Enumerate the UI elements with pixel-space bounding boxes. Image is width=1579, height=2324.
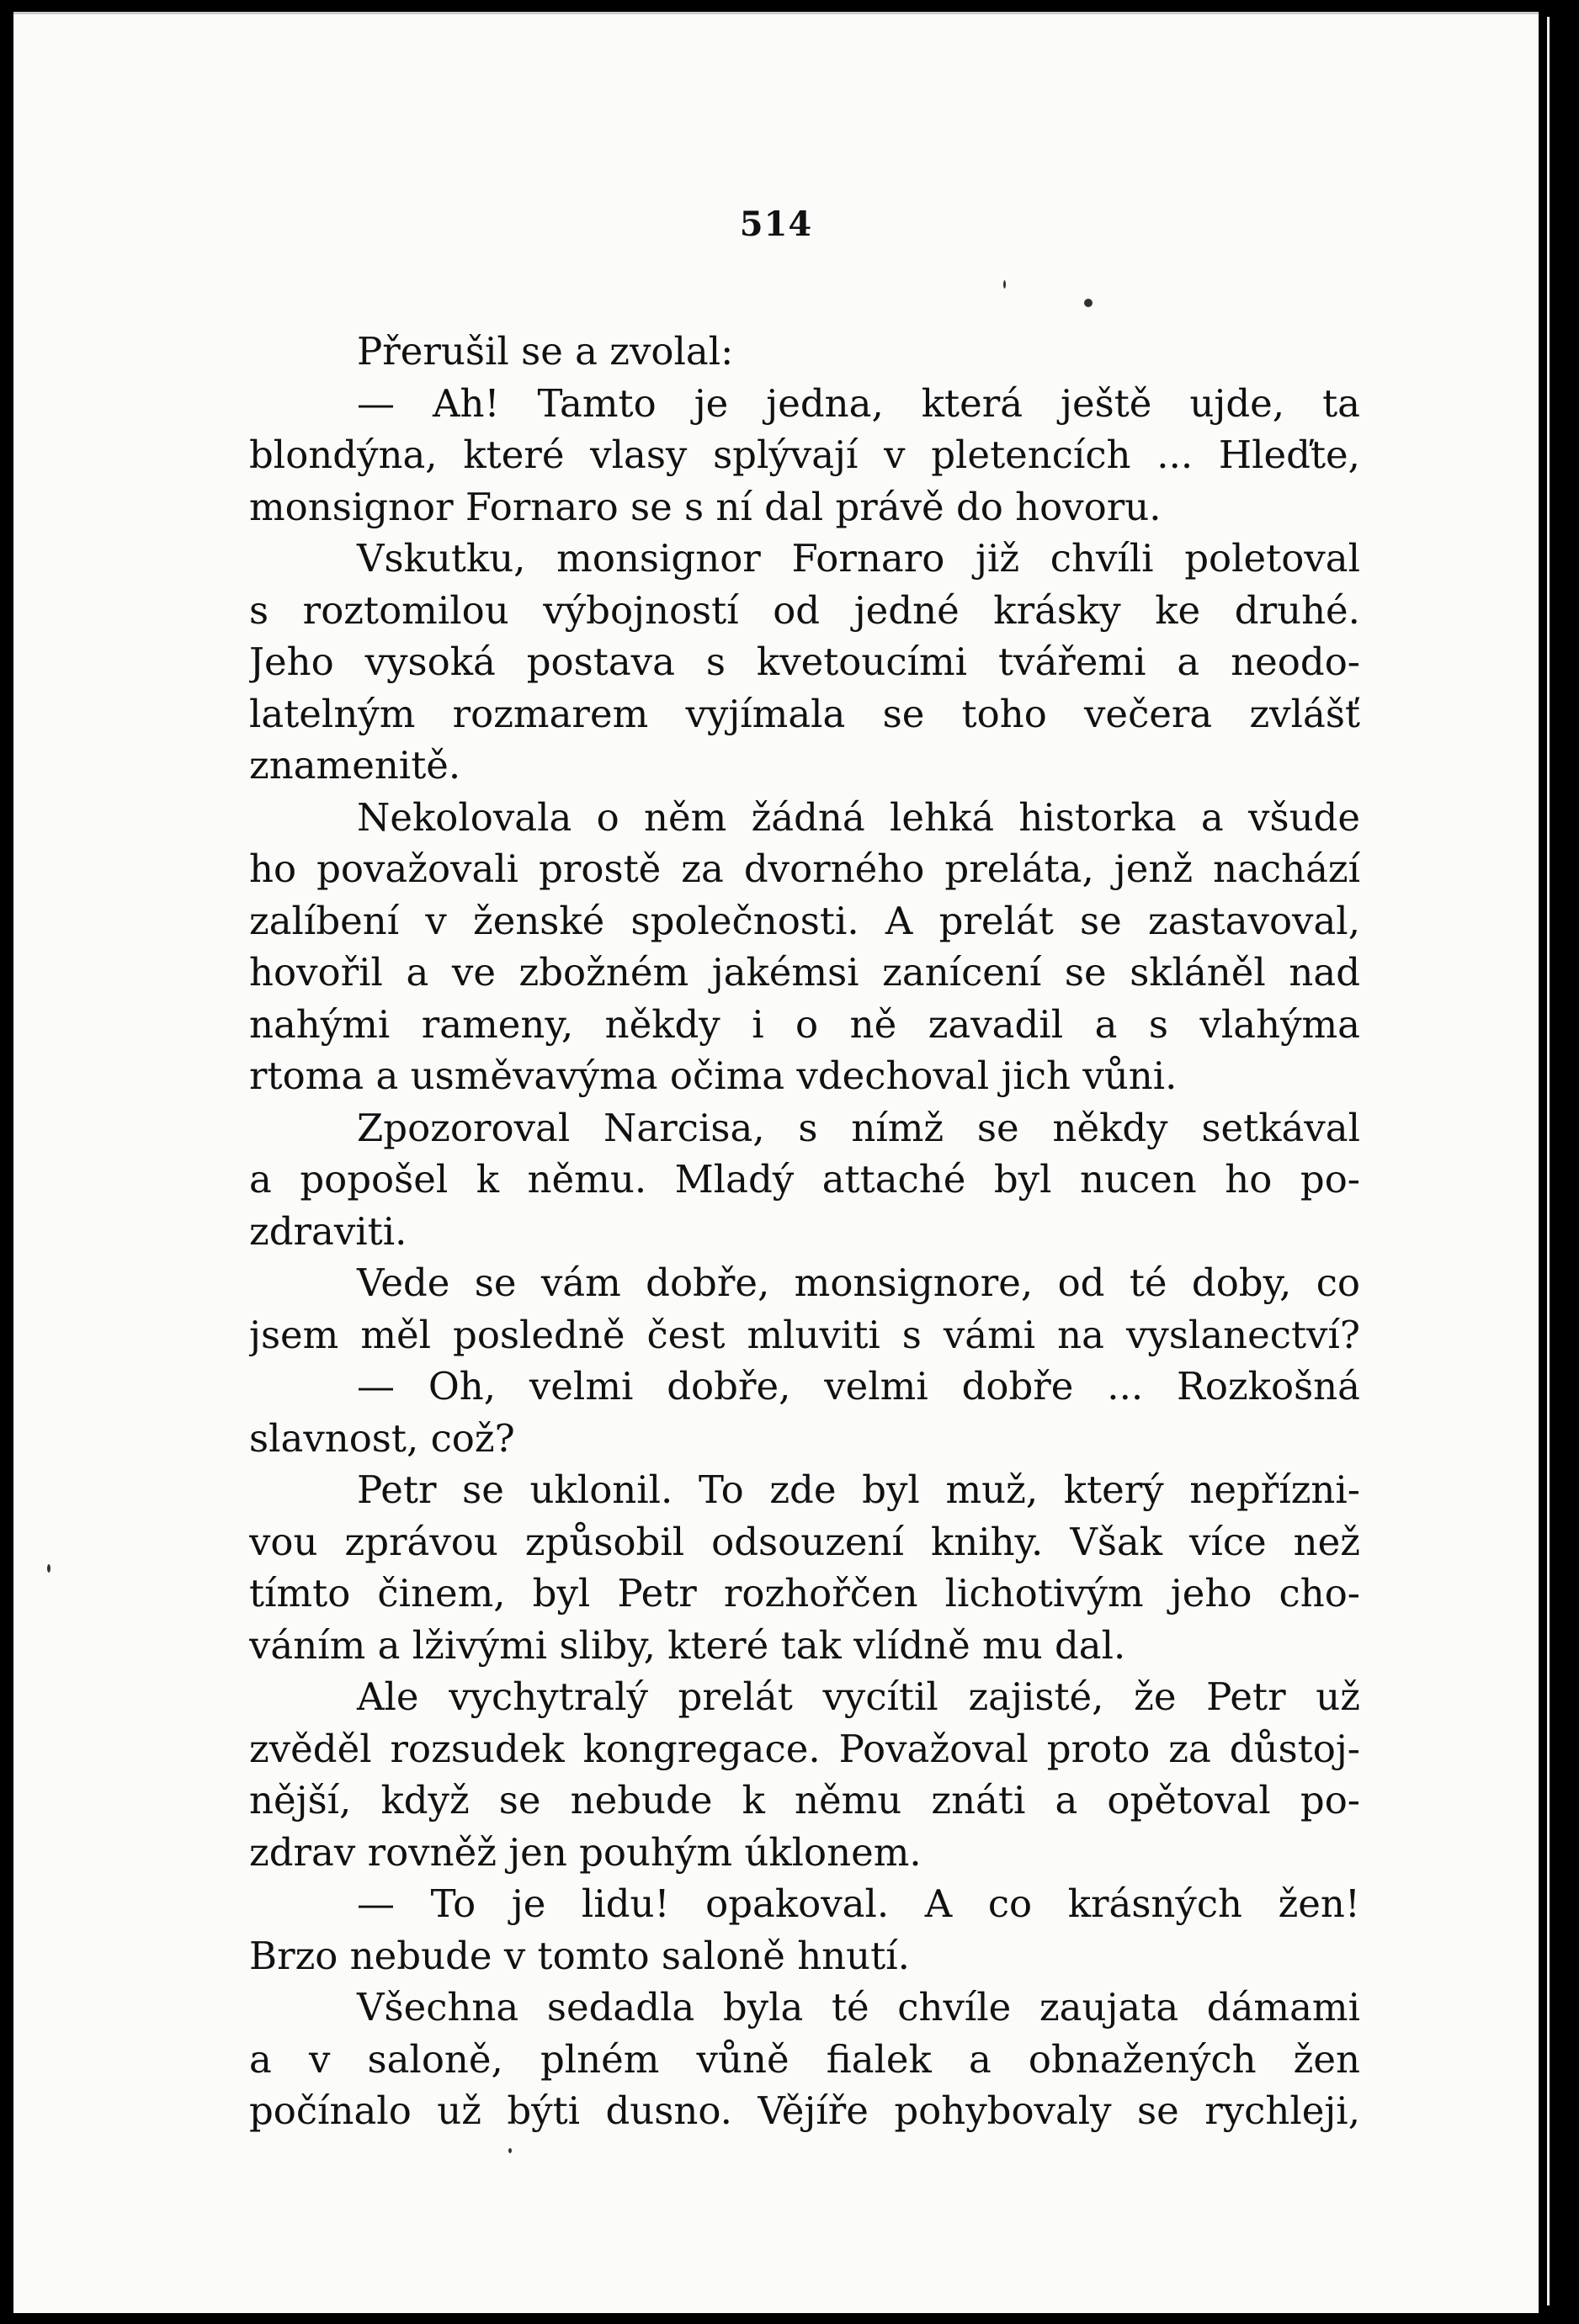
text-line: — To je lidu! opakoval. A co krásných žen! — [357, 1881, 1360, 1926]
text-line: — Ah! Tamto je jedna, která ještě ujde, ta — [357, 380, 1360, 426]
text-line: — Oh, velmi dobře, velmi dobře ... Rozkošná — [357, 1364, 1360, 1409]
text-line: Ale vychytralý prelát vycítil zajisté, že Petr už — [357, 1674, 1360, 1719]
text-line: zvěděl rozsudek kongregace. Považoval proto za důstoj- — [249, 1726, 1360, 1771]
text-line: zdrav rovněž jen pouhým úklonem. — [249, 1829, 922, 1875]
text-line: zdraviti. — [249, 1208, 407, 1254]
paper-speck — [1003, 280, 1006, 289]
text-line: ho považovali prostě za dvorného preláta, jenž nachází — [249, 846, 1360, 891]
text-line: latelným rozmarem vyjímala se toho večera zvlášť — [249, 691, 1360, 736]
text-line: nahými rameny, někdy i o ně zavadil a s vlahýma — [249, 1001, 1360, 1047]
text-line: znamenitě. — [249, 743, 461, 788]
text-line: jsem měl posledně čest mluviti s vámi na vyslanectví? — [249, 1312, 1360, 1357]
text-line: Jeho vysoká postava s kvetoucími tvářemi a neodo- — [249, 639, 1360, 684]
text-line: s roztomilou výbojností od jedné krásky ke druhé. — [249, 587, 1360, 633]
text-line: Petr se uklonil. To zde byl muž, který nepřízni- — [357, 1467, 1360, 1512]
text-line: váním a lživými sliby, které tak vlídně mu dal. — [249, 1622, 1126, 1668]
text-line: nější, když se nebude k němu znáti a opětoval po- — [249, 1778, 1360, 1823]
paper-speck — [508, 2148, 512, 2153]
paper-speck — [47, 1564, 51, 1573]
text-line: rtoma a usměvavýma očima vdechoval jich vůni. — [249, 1053, 1178, 1098]
text-line: monsignor Fornaro se s ní dal právě do hovoru. — [249, 484, 1162, 529]
text-line: Všechna sedadla byla té chvíle zaujata dámami — [357, 1985, 1360, 2030]
text-line: Vede se vám dobře, monsignore, od té doby, co — [357, 1260, 1360, 1305]
text-line: a v saloně, plném vůně fialek a obnažených žen — [249, 2036, 1360, 2082]
text-line: Přerušil se a zvolal: — [357, 329, 734, 374]
text-line: zalíbení v ženské společnosti. A prelát se zastavoval, — [249, 898, 1360, 943]
paper-speck — [1084, 299, 1093, 307]
text-line: vou zprávou způsobil odsouzení knihy. Však více než — [249, 1519, 1360, 1564]
text-line: a popošel k němu. Mladý attaché byl nucen ho po- — [249, 1157, 1360, 1202]
text-line: blondýna, které vlasy splývají v pletencích ... Hleďte, — [249, 432, 1360, 477]
text-line: Vskutku, monsignor Fornaro již chvíli poletoval — [357, 536, 1360, 581]
text-line: tímto činem, byl Petr rozhořčen lichotivým jeho cho- — [249, 1571, 1360, 1616]
scan-right-border — [1539, 0, 1579, 2324]
text-line: slavnost, což? — [249, 1415, 515, 1461]
text-line: Nekolovala o něm žádná lehká historka a všude — [357, 794, 1360, 840]
page-number: 514 — [739, 204, 813, 244]
text-line: počínalo už býti dusno. Vějíře pohybovaly se rychleji, — [249, 2088, 1360, 2133]
text-line: Zpozoroval Narcisa, s nímž se někdy setkával — [357, 1105, 1360, 1150]
page-edge-line — [1547, 17, 1550, 2305]
book-page — [13, 12, 1539, 2313]
page-body-text — [249, 326, 1360, 2137]
text-line: hovořil a ve zbožném jakémsi zanícení se skláněl nad — [249, 950, 1360, 995]
text-line: Brzo nebude v tomto saloně hnutí. — [249, 1933, 910, 1978]
